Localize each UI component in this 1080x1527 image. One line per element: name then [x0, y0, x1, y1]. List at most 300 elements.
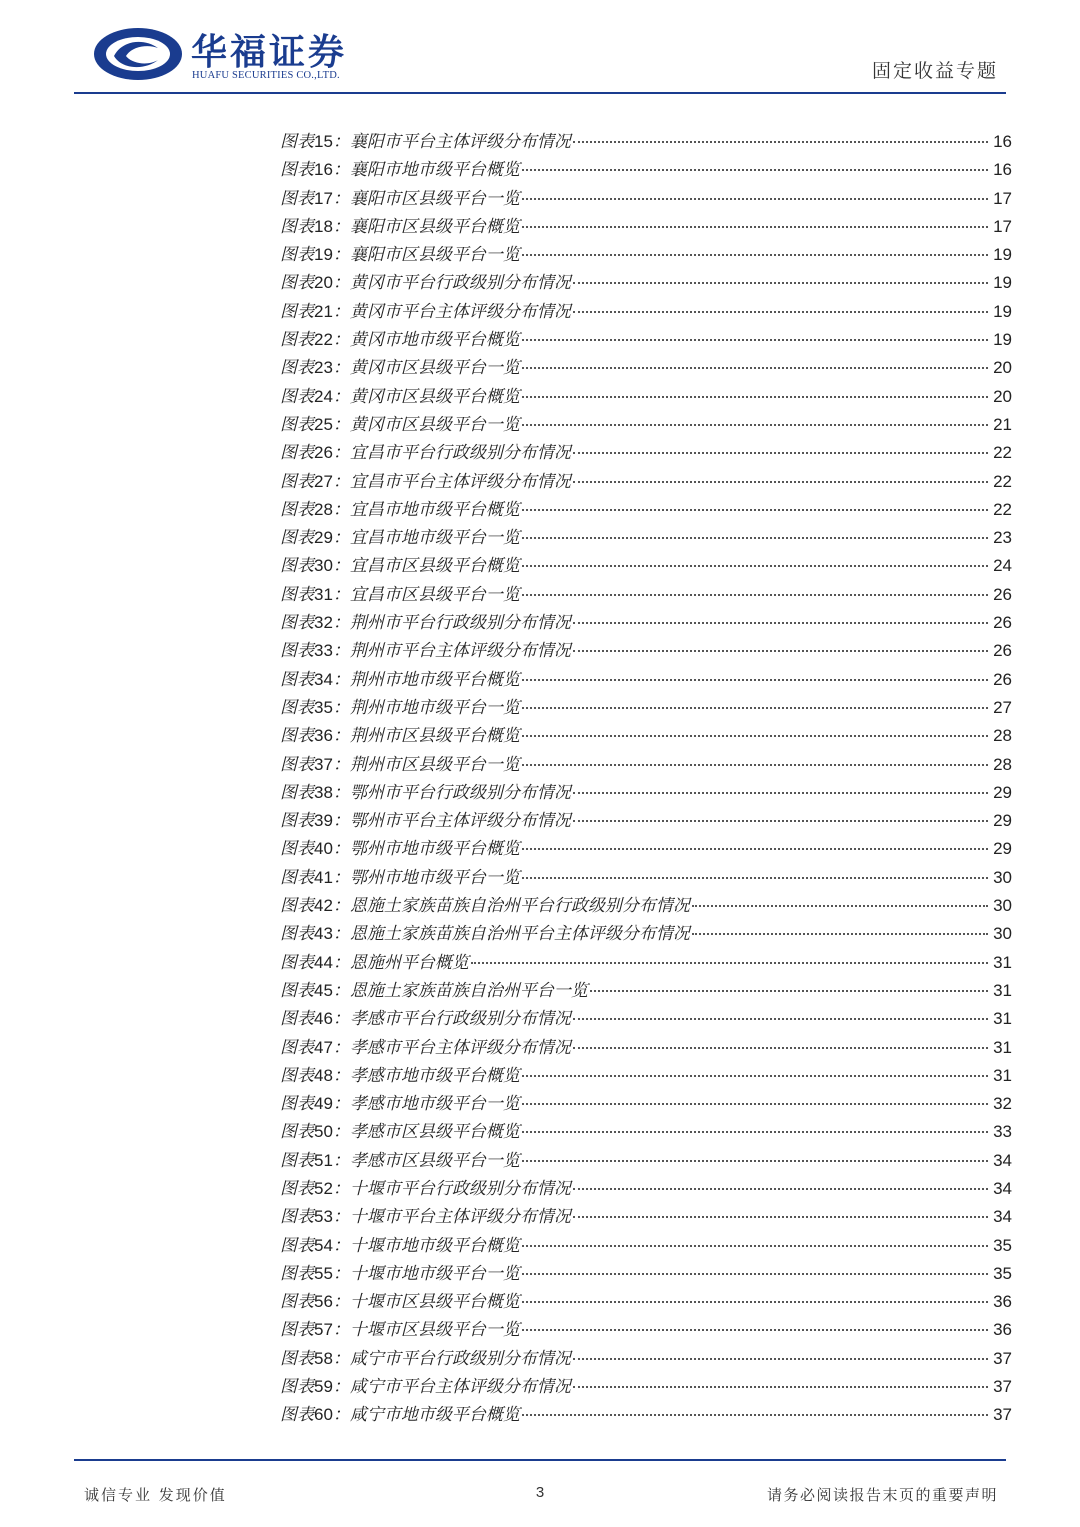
- toc-entry[interactable]: [280, 411, 1012, 439]
- toc-entry-number: 37: [314, 754, 333, 774]
- toc-dot-leader: [522, 396, 988, 398]
- toc-entry[interactable]: [280, 1260, 1012, 1288]
- toc-dot-leader: [522, 679, 988, 681]
- figure-index-list: [280, 128, 1012, 1430]
- toc-entry-number: 41: [314, 867, 333, 887]
- toc-dot-leader: [522, 169, 988, 171]
- toc-entry-colon: ：: [332, 1348, 350, 1369]
- toc-entry-colon: ：: [332, 330, 350, 351]
- toc-entry-page: 37: [993, 1348, 1012, 1368]
- toc-entry-title: 鄂州市地市级平台概览: [349, 839, 520, 860]
- toc-dot-leader: [471, 962, 988, 964]
- toc-entry-label: 图表: [280, 132, 314, 152]
- toc-entry-title: 荆州市区县级平台概览: [349, 726, 520, 747]
- toc-entry-label: 图表: [280, 1094, 314, 1115]
- toc-entry-page: 37: [993, 1405, 1012, 1425]
- toc-entry-colon: ：: [332, 1207, 350, 1228]
- toc-dot-leader: [573, 650, 988, 652]
- toc-entry-page: 20: [993, 386, 1012, 406]
- toc-entry-colon: ：: [332, 697, 350, 718]
- toc-entry[interactable]: [280, 609, 1012, 637]
- toc-entry-label: 图表: [280, 924, 314, 945]
- toc-entry-page: 34: [993, 1178, 1012, 1198]
- toc-dot-leader: [522, 367, 988, 369]
- toc-dot-leader: [522, 1160, 988, 1162]
- toc-entry[interactable]: [280, 807, 1012, 835]
- toc-entry-number: 43: [314, 924, 333, 944]
- toc-entry-number: 34: [314, 669, 333, 689]
- toc-entry-page: 30: [993, 896, 1012, 916]
- toc-entry[interactable]: [280, 666, 1012, 694]
- toc-entry[interactable]: [280, 864, 1012, 892]
- toc-dot-leader: [522, 735, 988, 737]
- toc-entry-title: 孝感市平台行政级别分布情况: [349, 1009, 571, 1030]
- toc-entry-label: 图表: [280, 980, 314, 1001]
- toc-entry-colon: ：: [332, 386, 350, 407]
- toc-entry-number: 57: [314, 1320, 333, 1340]
- toc-entry-page: 19: [993, 330, 1012, 350]
- toc-entry-label: 图表: [280, 273, 314, 294]
- toc-entry-page: 19: [993, 273, 1012, 293]
- toc-entry-page: 19: [993, 245, 1012, 265]
- toc-entry-page: 16: [993, 160, 1012, 180]
- toc-entry-colon: ：: [332, 726, 350, 747]
- footer-slogan: 诚信专业 发现价值: [84, 1486, 227, 1504]
- toc-dot-leader: [522, 594, 988, 596]
- toc-entry[interactable]: [280, 1288, 1012, 1316]
- toc-entry[interactable]: [280, 1005, 1012, 1033]
- toc-entry-title: 宜昌市地市级平台一览: [349, 528, 520, 549]
- toc-entry-colon: ：: [332, 273, 350, 294]
- page-header: [0, 0, 1080, 100]
- toc-entry-title: 荆州市平台行政级别分布情况: [349, 613, 571, 634]
- toc-entry-title: 孝感市地市级平台概览: [349, 1065, 520, 1086]
- toc-entry-number: 60: [314, 1405, 333, 1425]
- toc-entry-colon: ：: [332, 980, 350, 1001]
- toc-entry-page: 36: [993, 1292, 1012, 1312]
- toc-entry-number: 50: [314, 1122, 333, 1142]
- toc-entry-label: 图表: [280, 1235, 314, 1256]
- toc-entry-number: 39: [314, 811, 333, 831]
- brand-name: 华福证券: [191, 31, 348, 73]
- toc-entry-number: 58: [314, 1348, 333, 1368]
- toc-entry-label: 图表: [280, 245, 314, 266]
- toc-entry-number: 46: [314, 1009, 333, 1029]
- toc-entry-label: 图表: [280, 471, 314, 492]
- toc-entry[interactable]: [280, 552, 1012, 580]
- toc-entry-colon: ：: [332, 1122, 350, 1143]
- toc-dot-leader: [522, 1245, 988, 1247]
- toc-entry-page: 17: [993, 216, 1012, 236]
- toc-entry-colon: ：: [332, 1178, 350, 1199]
- toc-entry-page: 31: [993, 1037, 1012, 1057]
- page-number: 3: [535, 1484, 545, 1501]
- toc-dot-leader: [573, 1386, 988, 1388]
- toc-entry-colon: ：: [332, 754, 350, 775]
- footer-divider: [74, 1459, 1006, 1461]
- toc-entry-number: 30: [314, 556, 333, 576]
- toc-entry-colon: ：: [332, 669, 350, 690]
- toc-entry-page: 31: [993, 1065, 1012, 1085]
- toc-dot-leader: [522, 764, 988, 766]
- toc-entry[interactable]: [280, 694, 1012, 722]
- toc-entry-title: 孝感市区县级平台一览: [349, 1150, 520, 1171]
- toc-entry[interactable]: [280, 1401, 1012, 1429]
- toc-entry-title: 宜昌市地市级平台概览: [349, 499, 520, 520]
- toc-entry[interactable]: [280, 637, 1012, 665]
- toc-entry-number: 53: [314, 1207, 333, 1227]
- toc-entry-label: 图表: [280, 301, 314, 322]
- toc-entry[interactable]: [280, 1203, 1012, 1231]
- toc-entry[interactable]: [280, 185, 1012, 213]
- toc-entry-title: 黄冈市地市级平台概览: [349, 330, 520, 351]
- toc-entry-page: 31: [993, 952, 1012, 972]
- toc-entry-colon: ：: [332, 188, 350, 209]
- toc-entry-title: 孝感市区县级平台概览: [349, 1122, 520, 1143]
- toc-dot-leader: [522, 848, 988, 850]
- toc-entry-number: 26: [314, 443, 333, 463]
- toc-entry-number: 36: [314, 726, 333, 746]
- toc-entry-number: 47: [314, 1037, 333, 1057]
- toc-entry-title: 咸宁市平台行政级别分布情况: [349, 1348, 571, 1369]
- toc-entry-page: 16: [993, 132, 1012, 151]
- toc-entry-title: 宜昌市区县级平台概览: [349, 556, 520, 577]
- toc-entry-colon: ：: [332, 216, 350, 237]
- toc-dot-leader: [522, 707, 988, 709]
- toc-entry[interactable]: [280, 920, 1012, 948]
- toc-entry-number: 16: [314, 160, 333, 180]
- toc-entry-label: 图表: [280, 1122, 314, 1143]
- toc-entry-colon: ：: [332, 1009, 350, 1030]
- toc-entry-label: 图表: [280, 1405, 314, 1426]
- toc-entry-number: 33: [314, 641, 333, 661]
- toc-entry-title: 宜昌市平台主体评级分布情况: [349, 471, 571, 492]
- toc-entry-label: 图表: [280, 1178, 314, 1199]
- brand-name-en: HUAFU SECURITIES CO.,LTD.: [192, 70, 340, 81]
- toc-entry-label: 图表: [280, 330, 314, 351]
- toc-entry-number: 59: [314, 1377, 333, 1397]
- toc-entry-title: 襄阳市区县级平台一览: [349, 245, 520, 266]
- toc-entry-colon: ：: [332, 1235, 350, 1256]
- toc-dot-leader: [692, 933, 988, 935]
- toc-entry-label: 图表: [280, 528, 314, 549]
- toc-entry-title: 咸宁市平台主体评级分布情况: [349, 1377, 571, 1398]
- toc-entry-title: 十堰市区县级平台概览: [349, 1292, 520, 1313]
- toc-entry-number: 31: [314, 584, 333, 604]
- toc-entry-colon: ：: [332, 641, 350, 662]
- toc-dot-leader: [522, 877, 988, 879]
- toc-entry-label: 图表: [280, 386, 314, 407]
- toc-entry-number: 29: [314, 528, 333, 548]
- toc-entry[interactable]: [280, 156, 1012, 184]
- toc-entry-page: 20: [993, 358, 1012, 378]
- toc-dot-leader: [522, 424, 988, 426]
- toc-entry-title: 荆州市地市级平台概览: [349, 669, 520, 690]
- toc-entry[interactable]: [280, 354, 1012, 382]
- toc-entry-number: 17: [314, 188, 333, 208]
- toc-entry-page: 35: [993, 1235, 1012, 1255]
- toc-entry-label: 图表: [280, 641, 314, 662]
- toc-entry[interactable]: [280, 779, 1012, 807]
- toc-entry-colon: ：: [332, 160, 350, 181]
- toc-dot-leader: [522, 254, 988, 256]
- toc-entry-number: 35: [314, 697, 333, 717]
- toc-entry-title: 恩施土家族苗族自治州平台一览: [349, 980, 588, 1001]
- toc-entry-label: 图表: [280, 160, 314, 181]
- toc-entry-title: 黄冈市区县级平台概览: [349, 386, 520, 407]
- toc-entry-title: 宜昌市平台行政级别分布情况: [349, 443, 571, 464]
- toc-entry-number: 24: [314, 386, 333, 406]
- toc-entry-title: 十堰市地市级平台一览: [349, 1263, 520, 1284]
- document-type: 固定收益专题: [871, 60, 998, 82]
- toc-entry[interactable]: [280, 1232, 1012, 1260]
- toc-entry-label: 图表: [280, 188, 314, 209]
- toc-entry[interactable]: [280, 892, 1012, 920]
- toc-entry[interactable]: [280, 722, 1012, 750]
- toc-dot-leader: [522, 1131, 988, 1133]
- toc-entry-number: 56: [314, 1292, 333, 1312]
- toc-entry-colon: ：: [332, 528, 350, 549]
- toc-entry-title: 襄阳市平台主体评级分布情况: [349, 132, 571, 152]
- toc-entry-title: 孝感市平台主体评级分布情况: [349, 1037, 571, 1058]
- toc-entry-page: 31: [993, 1009, 1012, 1029]
- toc-entry-colon: ：: [332, 1150, 350, 1171]
- toc-entry-page: 23: [993, 528, 1012, 548]
- toc-entry-title: 黄冈市区县级平台一览: [349, 414, 520, 435]
- toc-entry-label: 图表: [280, 896, 314, 917]
- toc-entry-page: 28: [993, 754, 1012, 774]
- toc-entry[interactable]: [280, 383, 1012, 411]
- toc-entry-title: 恩施州平台概览: [349, 952, 469, 973]
- toc-entry-colon: ：: [332, 782, 350, 803]
- toc-entry-label: 图表: [280, 1065, 314, 1086]
- toc-entry-title: 咸宁市地市级平台概览: [349, 1405, 520, 1426]
- toc-entry-colon: ：: [332, 1094, 350, 1115]
- toc-entry-page: 22: [993, 443, 1012, 463]
- toc-entry-page: 29: [993, 782, 1012, 802]
- toc-entry[interactable]: [280, 298, 1012, 326]
- toc-entry-title: 鄂州市平台主体评级分布情况: [349, 811, 571, 832]
- toc-entry-title: 荆州市平台主体评级分布情况: [349, 641, 571, 662]
- toc-entry-page: 22: [993, 499, 1012, 519]
- toc-entry[interactable]: [280, 269, 1012, 297]
- toc-entry-label: 图表: [280, 358, 314, 379]
- toc-entry-title: 荆州市地市级平台一览: [349, 697, 520, 718]
- toc-entry-page: 34: [993, 1150, 1012, 1170]
- toc-entry-label: 图表: [280, 726, 314, 747]
- toc-entry-colon: ：: [332, 414, 350, 435]
- toc-dot-leader: [590, 990, 988, 992]
- toc-entry-number: 38: [314, 782, 333, 802]
- toc-entry-label: 图表: [280, 952, 314, 973]
- toc-entry-colon: ：: [332, 499, 350, 520]
- toc-entry-label: 图表: [280, 613, 314, 634]
- toc-entry-colon: ：: [332, 1292, 350, 1313]
- toc-entry-colon: ：: [332, 952, 350, 973]
- toc-dot-leader: [522, 1301, 988, 1303]
- toc-entry-colon: ：: [332, 839, 350, 860]
- toc-entry-page: 35: [993, 1263, 1012, 1283]
- toc-entry-label: 图表: [280, 669, 314, 690]
- toc-entry-title: 恩施土家族苗族自治州平台主体评级分布情况: [349, 924, 690, 945]
- toc-entry-label: 图表: [280, 1150, 314, 1171]
- toc-entry[interactable]: [280, 1090, 1012, 1118]
- toc-entry-colon: ：: [332, 443, 350, 464]
- toc-entry[interactable]: [280, 1062, 1012, 1090]
- toc-entry[interactable]: [280, 241, 1012, 269]
- header-divider: [74, 92, 1006, 94]
- toc-entry-number: 27: [314, 471, 333, 491]
- toc-entry[interactable]: [280, 1345, 1012, 1373]
- toc-entry-number: 49: [314, 1094, 333, 1114]
- toc-entry-label: 图表: [280, 1207, 314, 1228]
- toc-entry-number: 52: [314, 1178, 333, 1198]
- toc-entry-number: 55: [314, 1263, 333, 1283]
- toc-entry-number: 22: [314, 330, 333, 350]
- toc-entry-number: 21: [314, 301, 333, 321]
- toc-dot-leader: [522, 1103, 988, 1105]
- toc-entry-number: 19: [314, 245, 333, 265]
- toc-entry-page: 26: [993, 584, 1012, 604]
- toc-entry-title: 鄂州市地市级平台一览: [349, 867, 520, 888]
- toc-entry-colon: ：: [332, 584, 350, 605]
- toc-entry-label: 图表: [280, 1348, 314, 1369]
- toc-entry[interactable]: [280, 439, 1012, 467]
- toc-entry-title: 襄阳市地市级平台概览: [349, 160, 520, 181]
- toc-entry-label: 图表: [280, 1009, 314, 1030]
- toc-entry[interactable]: [280, 213, 1012, 241]
- toc-entry-page: 29: [993, 811, 1012, 831]
- toc-entry-label: 图表: [280, 1292, 314, 1313]
- toc-entry-label: 图表: [280, 1037, 314, 1058]
- toc-entry-page: 19: [993, 301, 1012, 321]
- toc-entry-label: 图表: [280, 584, 314, 605]
- toc-entry-title: 襄阳市区县级平台一览: [349, 188, 520, 209]
- toc-entry-label: 图表: [280, 697, 314, 718]
- toc-entry-number: 20: [314, 273, 333, 293]
- toc-entry-title: 黄冈市区县级平台一览: [349, 358, 520, 379]
- toc-entry-page: 21: [993, 414, 1012, 434]
- toc-entry-page: 27: [993, 697, 1012, 717]
- toc-entry[interactable]: [280, 1034, 1012, 1062]
- toc-entry-title: 十堰市平台主体评级分布情况: [349, 1207, 571, 1228]
- toc-entry-label: 图表: [280, 1320, 314, 1341]
- toc-dot-leader: [522, 339, 988, 341]
- toc-entry[interactable]: [280, 835, 1012, 863]
- toc-entry-colon: ：: [332, 896, 350, 917]
- toc-entry-number: 48: [314, 1065, 333, 1085]
- toc-entry-colon: ：: [332, 1065, 350, 1086]
- toc-entry-label: 图表: [280, 556, 314, 577]
- toc-dot-leader: [522, 1273, 988, 1275]
- toc-entry[interactable]: [280, 751, 1012, 779]
- toc-entry-number: 40: [314, 839, 333, 859]
- toc-entry-number: 54: [314, 1235, 333, 1255]
- toc-dot-leader: [692, 905, 988, 907]
- toc-dot-leader: [573, 1216, 988, 1218]
- toc-dot-leader: [522, 1075, 988, 1077]
- toc-entry[interactable]: [280, 468, 1012, 496]
- toc-dot-leader: [573, 311, 988, 313]
- toc-entry-title: 恩施土家族苗族自治州平台行政级别分布情况: [349, 896, 690, 917]
- toc-entry-page: 37: [993, 1377, 1012, 1397]
- toc-entry-title: 宜昌市区县级平台一览: [349, 584, 520, 605]
- toc-entry-label: 图表: [280, 443, 314, 464]
- toc-entry-colon: ：: [332, 811, 350, 832]
- toc-entry[interactable]: [280, 949, 1012, 977]
- toc-entry-number: 44: [314, 952, 333, 972]
- huafu-logo-icon: [92, 26, 184, 82]
- toc-entry-number: 42: [314, 896, 333, 916]
- toc-entry[interactable]: [280, 1316, 1012, 1344]
- toc-entry-number: 45: [314, 980, 333, 1000]
- toc-entry-label: 图表: [280, 499, 314, 520]
- toc-entry[interactable]: [280, 1118, 1012, 1146]
- toc-entry-page: 30: [993, 867, 1012, 887]
- toc-entry-page: 17: [993, 188, 1012, 208]
- toc-dot-leader: [522, 226, 988, 228]
- toc-entry-colon: ：: [332, 1320, 350, 1341]
- toc-entry[interactable]: [280, 1373, 1012, 1401]
- toc-dot-leader: [522, 509, 988, 511]
- toc-entry[interactable]: [280, 524, 1012, 552]
- toc-entry[interactable]: [280, 1175, 1012, 1203]
- toc-entry-label: 图表: [280, 782, 314, 803]
- toc-entry-title: 黄冈市平台行政级别分布情况: [349, 273, 571, 294]
- toc-entry[interactable]: [280, 128, 1012, 156]
- toc-entry-page: 28: [993, 726, 1012, 746]
- toc-entry-colon: ：: [332, 1405, 350, 1426]
- footer-disclaimer: 请务必阅读报告末页的重要声明: [766, 1486, 998, 1504]
- toc-entry-number: 23: [314, 358, 333, 378]
- toc-dot-leader: [573, 820, 988, 822]
- toc-entry-page: 31: [993, 980, 1012, 1000]
- toc-dot-leader: [573, 1047, 988, 1049]
- toc-entry-label: 图表: [280, 216, 314, 237]
- toc-entry-title: 十堰市地市级平台概览: [349, 1235, 520, 1256]
- toc-entry-colon: ：: [332, 1037, 350, 1058]
- toc-dot-leader: [573, 622, 988, 624]
- toc-entry[interactable]: [280, 977, 1012, 1005]
- toc-entry-colon: ：: [332, 924, 350, 945]
- toc-entry[interactable]: [280, 581, 1012, 609]
- toc-dot-leader: [573, 1358, 988, 1360]
- toc-entry-title: 黄冈市平台主体评级分布情况: [349, 301, 571, 322]
- toc-entry-colon: ：: [332, 556, 350, 577]
- toc-entry-page: 26: [993, 641, 1012, 661]
- toc-entry-colon: ：: [332, 132, 350, 152]
- toc-entry-page: 34: [993, 1207, 1012, 1227]
- toc-entry-colon: ：: [332, 245, 350, 266]
- toc-entry-colon: ：: [332, 358, 350, 379]
- toc-entry-page: 26: [993, 669, 1012, 689]
- toc-entry-label: 图表: [280, 414, 314, 435]
- toc-dot-leader: [573, 452, 988, 454]
- toc-entry[interactable]: [280, 496, 1012, 524]
- toc-entry-colon: ：: [332, 613, 350, 634]
- toc-entry-number: 18: [314, 216, 333, 236]
- toc-entry-label: 图表: [280, 1377, 314, 1398]
- toc-entry-title: 荆州市区县级平台一览: [349, 754, 520, 775]
- toc-entry[interactable]: [280, 326, 1012, 354]
- toc-entry[interactable]: [280, 1147, 1012, 1175]
- toc-entry-title: 鄂州市平台行政级别分布情况: [349, 782, 571, 803]
- toc-entry-title: 十堰市区县级平台一览: [349, 1320, 520, 1341]
- toc-entry-page: 33: [993, 1122, 1012, 1142]
- toc-entry-number: 15: [314, 132, 333, 151]
- toc-entry-number: 28: [314, 499, 333, 519]
- toc-entry-colon: ：: [332, 301, 350, 322]
